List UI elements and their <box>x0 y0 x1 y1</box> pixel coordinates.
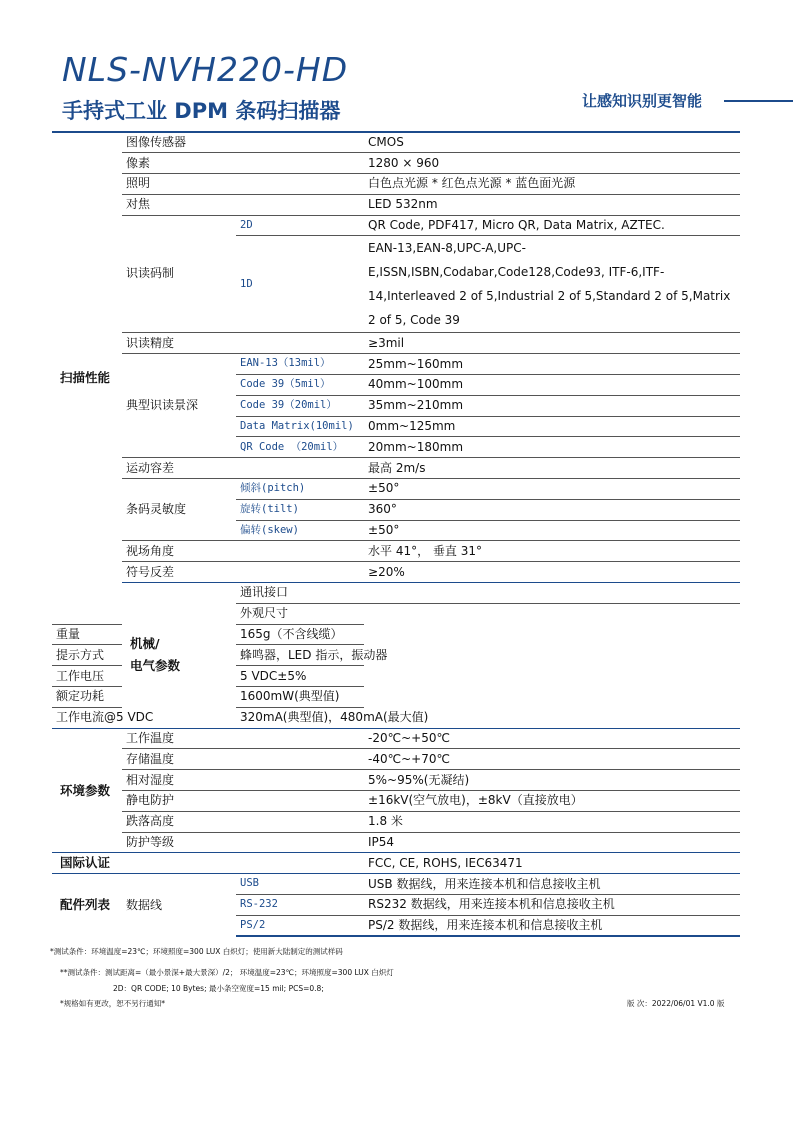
item-value: USB 数据线，用来连接本机和信息接收主机 <box>364 874 740 895</box>
item-label: 典型识读景深 <box>122 354 236 458</box>
table-row <box>52 874 740 895</box>
table-row <box>52 132 740 153</box>
item-label: 运动容差 <box>122 458 364 479</box>
item-label: 工作电压 <box>52 666 236 687</box>
item-value: ±50° <box>364 520 740 541</box>
item-value: PS/2 数据线，用来连接本机和信息接收主机 <box>364 915 740 936</box>
category-env: 环境参数 <box>52 728 122 853</box>
item-label: 相对湿度 <box>122 770 364 791</box>
item-label: 条码灵敏度 <box>122 479 236 541</box>
item-value: RS232 数据线，用来连接本机和信息接收主机 <box>364 895 740 916</box>
table-row <box>52 174 740 195</box>
table-row <box>52 749 740 770</box>
sub-label: Code 39（5mil） <box>236 375 364 396</box>
item-label: 静电防护 <box>122 791 364 812</box>
table-row <box>52 354 740 375</box>
spec-table <box>52 131 740 937</box>
slogan: 让感知识别更智能 <box>582 92 703 110</box>
item-value: 1600mW(典型值) <box>236 687 364 708</box>
category-scan: 扫描性能 <box>52 132 122 624</box>
footnote-2: **测试条件：测试距离=（最小景深+最大景深）/2； 环境温度=23℃；环境照度=300 LUX 白炽灯 <box>60 968 394 977</box>
sub-label: EAN-13（13mil） <box>236 354 364 375</box>
item-value: 0mm~125mm <box>364 416 740 437</box>
item-value: LED 532nm <box>364 194 740 215</box>
table-row <box>52 770 740 791</box>
item-label: 重量 <box>52 624 236 645</box>
item-value: 320mA(典型值)，480mA(最大值) <box>236 707 364 728</box>
item-label: 防护等级 <box>122 832 364 853</box>
item-value: 35mm~210mm <box>364 395 740 416</box>
item-label: 数据线 <box>122 874 236 936</box>
item-label: 识读精度 <box>122 333 364 354</box>
item-label: 符号反差 <box>122 562 364 583</box>
item-value: 25mm~160mm <box>364 354 740 375</box>
item-label: 额定功耗 <box>52 687 236 708</box>
table-row <box>52 853 740 874</box>
sub-label: 倾斜(pitch) <box>236 479 364 500</box>
item-value: 20mm~180mm <box>364 437 740 458</box>
sub-label: USB <box>236 874 364 895</box>
item-label: 外观尺寸 <box>236 603 740 624</box>
table-row <box>52 707 740 728</box>
table-row <box>52 687 740 708</box>
item-value: 40mm~100mm <box>364 375 740 396</box>
item-value: 360° <box>364 499 740 520</box>
item-value: ≥20% <box>364 562 740 583</box>
table-row <box>52 832 740 853</box>
item-value: -20℃~+50℃ <box>364 728 740 749</box>
sub-label: Code 39（20mil） <box>236 395 364 416</box>
category-accessories: 配件列表 <box>52 874 122 936</box>
item-label: 工作温度 <box>122 728 364 749</box>
footnote-1: *测试条件：环境温度=23℃；环境照度=300 LUX 白炽灯；使用新大陆制定的测试样码 <box>50 947 343 956</box>
table-row <box>52 458 740 479</box>
sub-label: 偏转(skew) <box>236 520 364 541</box>
category-cert: 国际认证 <box>52 853 364 874</box>
sub-label: 旋转(tilt) <box>236 499 364 520</box>
item-label: 存储温度 <box>122 749 364 770</box>
item-value: 5%~95%(无凝结) <box>364 770 740 791</box>
table-row <box>52 811 740 832</box>
version-label: 版 次：2022/06/01 V1.0 版 <box>627 999 725 1008</box>
table-row <box>52 728 740 749</box>
sub-label: PS/2 <box>236 915 364 936</box>
item-label: 工作电流@5 VDC <box>52 707 236 728</box>
sub-label: RS-232 <box>236 895 364 916</box>
product-title: NLS-NVH220-HD <box>62 50 349 89</box>
footnote-3: 2D：QR CODE; 10 Bytes; 最小条空宽度=15 mil; PCS=0.8; <box>113 984 324 993</box>
item-value: ±16kV(空气放电)，±8kV（直接放电） <box>364 791 740 812</box>
item-label: 视场角度 <box>122 541 364 562</box>
item-label: 图像传感器 <box>122 132 364 153</box>
table-row <box>52 479 740 500</box>
sub-label: 2D <box>236 215 364 236</box>
item-label: 对焦 <box>122 194 364 215</box>
footnote-4: *规格如有更改，恕不另行通知* <box>60 999 165 1008</box>
item-value: CMOS <box>364 132 740 153</box>
sub-label: 1D <box>236 236 364 333</box>
table-row <box>52 791 740 812</box>
item-label: 提示方式 <box>52 645 236 666</box>
table-row <box>52 541 740 562</box>
item-value: 蜂鸣器，LED 指示，振动器 <box>236 645 364 666</box>
item-value: ±50° <box>364 479 740 500</box>
item-label: 像素 <box>122 153 364 174</box>
item-value: ≥3mil <box>364 333 740 354</box>
item-value: -40℃~+70℃ <box>364 749 740 770</box>
item-label: 照明 <box>122 174 364 195</box>
item-value: 165g（不含线缆） <box>236 624 364 645</box>
item-label: 识读码制 <box>122 215 236 333</box>
sub-label: Data Matrix(10mil) <box>236 416 364 437</box>
item-value: 水平 41°， 垂直 31° <box>364 541 740 562</box>
item-value: FCC, CE, ROHS, IEC63471 <box>364 853 740 874</box>
sub-label: QR Code （20mil） <box>236 437 364 458</box>
item-value: 1.8 米 <box>364 811 740 832</box>
product-subtitle: 手持式工业 DPM 条码扫描器 <box>62 99 341 123</box>
table-row <box>52 583 740 604</box>
item-value: 最高 2m/s <box>364 458 740 479</box>
table-row <box>52 562 740 583</box>
table-row <box>52 333 740 354</box>
item-value: QR Code, PDF417, Micro QR, Data Matrix, AZTEC. <box>364 215 740 236</box>
item-value: 5 VDC±5% <box>236 666 364 687</box>
item-value: EAN-13,EAN-8,UPC-A,UPC-E,ISSN,ISBN,Codabar,Code128,Code93, ITF-6,ITF-14,Interleaved 2 of 5,Industrial 2 of 5,Standard 2 of 5,Matrix 2 of 5, Code 39 <box>364 236 740 333</box>
item-value: IP54 <box>364 832 740 853</box>
slogan-divider <box>724 100 793 102</box>
category-mech: 机械/ 电气参数 <box>122 583 236 729</box>
table-row <box>52 215 740 236</box>
table-row <box>52 153 740 174</box>
item-label: 通讯接口 <box>236 583 740 604</box>
item-value: 白色点光源 * 红色点光源 * 蓝色面光源 <box>364 174 740 195</box>
item-label: 跌落高度 <box>122 811 364 832</box>
table-row <box>52 194 740 215</box>
item-value: 1280 × 960 <box>364 153 740 174</box>
